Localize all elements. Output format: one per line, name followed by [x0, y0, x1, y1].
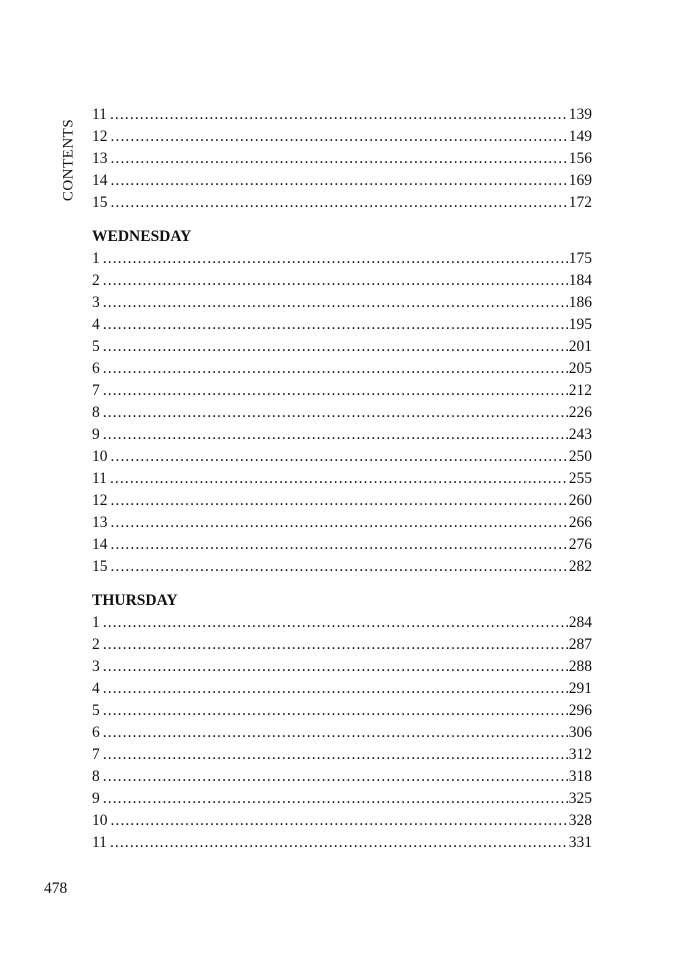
- dot-leader: [111, 556, 568, 578]
- toc-entry-page-number: 186: [568, 294, 592, 311]
- section-heading-wednesday: WEDNESDAY: [92, 228, 192, 245]
- dot-leader: [103, 336, 568, 358]
- toc-entry-label: 5: [92, 338, 100, 355]
- dot-leader: [110, 468, 568, 490]
- dot-leader: [111, 446, 568, 468]
- toc-entry: [92, 248, 592, 270]
- dot-leader: [103, 744, 568, 766]
- toc-entry-page-number: 156: [568, 150, 592, 167]
- toc-entry: [92, 612, 592, 634]
- toc-entry-page-number: 149: [568, 128, 592, 145]
- toc-entry: [92, 358, 592, 380]
- toc-entry-page-number: 195: [568, 316, 592, 333]
- toc-entry-page-number: 169: [568, 172, 592, 189]
- toc-entry: [92, 148, 592, 170]
- toc-entry-label: 5: [92, 702, 100, 719]
- toc-entry-label: 7: [92, 746, 100, 763]
- dot-leader: [111, 170, 568, 192]
- toc-group-wednesday: [92, 226, 592, 578]
- toc-entry: [92, 104, 592, 126]
- toc-entry-page-number: 205: [568, 360, 592, 377]
- page-number: 478: [44, 880, 68, 897]
- dot-leader: [111, 534, 568, 556]
- toc-entry-label: 11: [92, 106, 107, 123]
- dot-leader: [111, 192, 568, 214]
- toc-entry-page-number: 328: [568, 812, 592, 829]
- toc-entry: [92, 490, 592, 512]
- toc-entry-label: 3: [92, 294, 100, 311]
- dot-leader: [103, 358, 568, 380]
- toc-entry-label: 10: [92, 448, 108, 465]
- toc-entry-page-number: 184: [568, 272, 592, 289]
- toc-entry: [92, 744, 592, 766]
- toc-entry: [92, 656, 592, 678]
- dot-leader: [103, 292, 568, 314]
- dot-leader: [103, 788, 568, 810]
- toc-entry-page-number: 291: [568, 680, 592, 697]
- toc-entry-page-number: 284: [568, 614, 592, 631]
- dot-leader: [103, 402, 568, 424]
- toc-entry-label: 6: [92, 360, 100, 377]
- toc-entry: [92, 336, 592, 358]
- toc-group-continued: [92, 104, 592, 214]
- dot-leader: [111, 148, 568, 170]
- section-heading-thursday: THURSDAY: [92, 592, 178, 609]
- toc-entry-label: 15: [92, 194, 108, 211]
- toc-entry-page-number: 312: [568, 746, 592, 763]
- dot-leader: [103, 722, 568, 744]
- dot-leader: [111, 126, 568, 148]
- toc-entry: [92, 192, 592, 214]
- toc-entry-label: 8: [92, 404, 100, 421]
- dot-leader: [103, 766, 568, 788]
- toc-entry: [92, 722, 592, 744]
- toc-entry-label: 12: [92, 128, 108, 145]
- dot-leader: [103, 612, 568, 634]
- toc-entry-page-number: 325: [568, 790, 592, 807]
- dot-leader: [111, 810, 568, 832]
- toc-entry: [92, 678, 592, 700]
- toc-entry-label: 15: [92, 558, 108, 575]
- dot-leader: [103, 248, 568, 270]
- toc-entry-page-number: 318: [568, 768, 592, 785]
- toc-entry: [92, 126, 592, 148]
- toc-entry-page-number: 201: [568, 338, 592, 355]
- dot-leader: [103, 700, 568, 722]
- toc-entry: [92, 270, 592, 292]
- toc-entry: [92, 402, 592, 424]
- toc-entry-label: 14: [92, 172, 108, 189]
- toc-entry: [92, 634, 592, 656]
- toc-entry-label: 2: [92, 272, 100, 289]
- toc-entry: [92, 380, 592, 402]
- toc-entry-label: 3: [92, 658, 100, 675]
- dot-leader: [103, 380, 568, 402]
- toc-entry: [92, 512, 592, 534]
- toc-entry-page-number: 288: [568, 658, 592, 675]
- toc-entry: [92, 534, 592, 556]
- toc-entry-label: 9: [92, 426, 100, 443]
- toc-entry-page-number: 331: [568, 834, 592, 851]
- toc-entry-page-number: 296: [568, 702, 592, 719]
- dot-leader: [110, 104, 568, 126]
- toc-entry-page-number: 287: [568, 636, 592, 653]
- toc-entry-label: 4: [92, 316, 100, 333]
- dot-leader: [103, 424, 568, 446]
- toc-entry-label: 11: [92, 470, 107, 487]
- toc-entry: [92, 556, 592, 578]
- toc-entry-label: 7: [92, 382, 100, 399]
- dot-leader: [110, 832, 568, 854]
- dot-leader: [111, 490, 568, 512]
- toc-entry-label: 14: [92, 536, 108, 553]
- toc-entry: [92, 170, 592, 192]
- toc-entry-page-number: 212: [568, 382, 592, 399]
- running-head: [44, 110, 94, 210]
- toc-entry: [92, 446, 592, 468]
- toc-entry-label: 2: [92, 636, 100, 653]
- toc-entry: [92, 700, 592, 722]
- toc-entry-page-number: 243: [568, 426, 592, 443]
- running-head-text: CONTENTS: [60, 118, 77, 202]
- toc-entry: [92, 766, 592, 788]
- toc-entry-label: 13: [92, 150, 108, 167]
- toc-entry-page-number: 276: [568, 536, 592, 553]
- toc-entry-label: 6: [92, 724, 100, 741]
- dot-leader: [103, 314, 568, 336]
- toc-entry-label: 4: [92, 680, 100, 697]
- dot-leader: [103, 270, 568, 292]
- dot-leader: [103, 656, 568, 678]
- toc-entry-label: 1: [92, 614, 100, 631]
- toc-entry-page-number: 306: [568, 724, 592, 741]
- toc-entry: [92, 292, 592, 314]
- toc-entry-label: 8: [92, 768, 100, 785]
- toc-entry: [92, 314, 592, 336]
- toc-entry-label: 10: [92, 812, 108, 829]
- toc-entry-label: 9: [92, 790, 100, 807]
- toc-entry-page-number: 266: [568, 514, 592, 531]
- toc-entry-page-number: 172: [568, 194, 592, 211]
- toc-entry-page-number: 260: [568, 492, 592, 509]
- toc-entry-label: 12: [92, 492, 108, 509]
- toc-entry-page-number: 139: [568, 106, 592, 123]
- toc-group-thursday: [92, 590, 592, 854]
- toc-entry-label: 13: [92, 514, 108, 531]
- toc-entry: [92, 424, 592, 446]
- toc-entry-page-number: 255: [568, 470, 592, 487]
- toc-entry: [92, 468, 592, 490]
- toc-entry-page-number: 175: [568, 250, 592, 267]
- dot-leader: [103, 634, 568, 656]
- toc-entry-page-number: 250: [568, 448, 592, 465]
- toc-entry: [92, 810, 592, 832]
- toc-entry: [92, 788, 592, 810]
- toc-entry-label: 1: [92, 250, 100, 267]
- toc-entry-label: 11: [92, 834, 107, 851]
- toc-entry-page-number: 226: [568, 404, 592, 421]
- toc-entry-page-number: 282: [568, 558, 592, 575]
- dot-leader: [111, 512, 568, 534]
- toc-entry: [92, 832, 592, 854]
- dot-leader: [103, 678, 568, 700]
